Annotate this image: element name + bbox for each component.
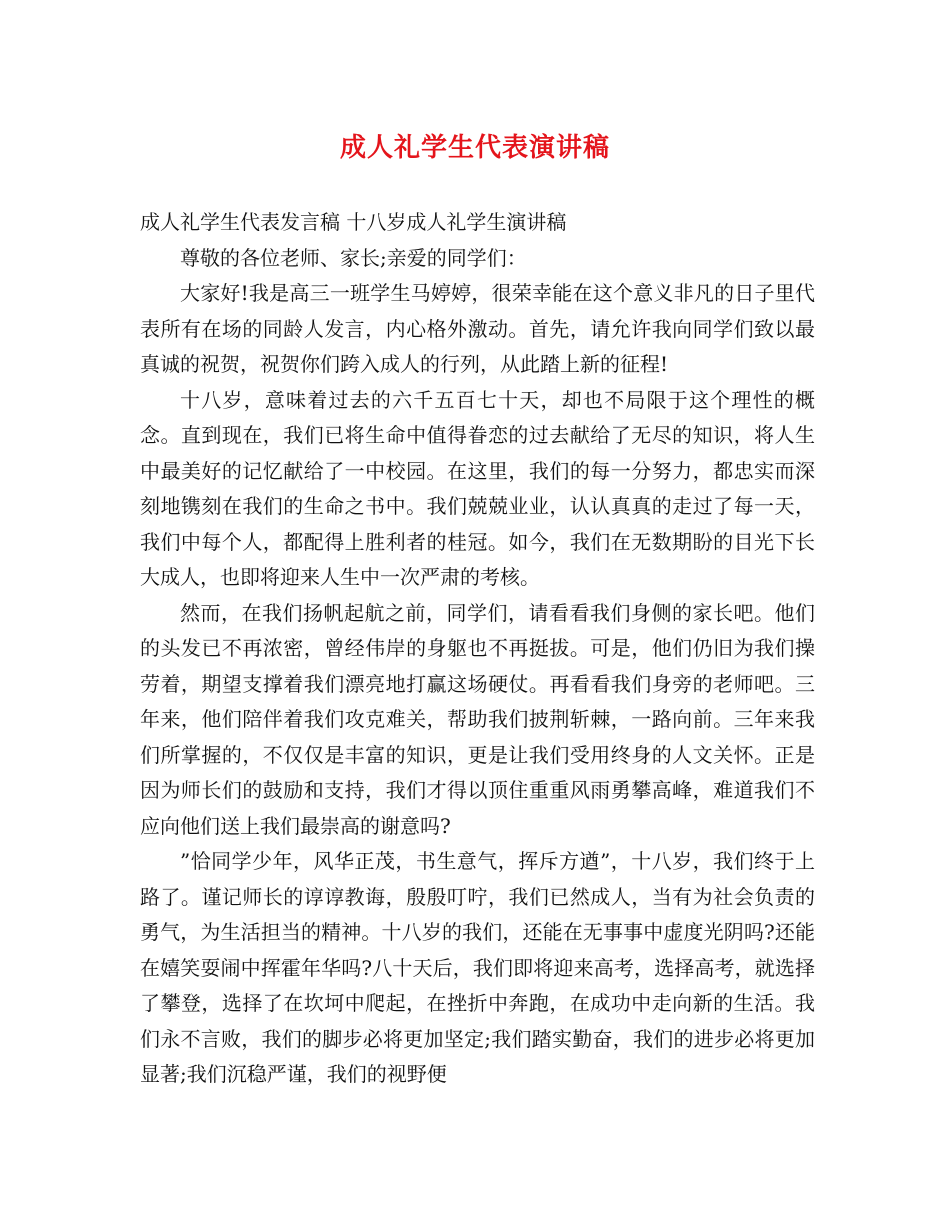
document-body <box>140 205 815 1093</box>
body-paragraph: 然而，在我们扬帆起航之前，同学们，请看看我们身侧的家长吧。他们的头发已不再浓密，曾经伟岸的身躯也不再挺拔。可是，他们仍旧为我们操劳着，期望支撑着我们漂亮地打赢这场硬仗。再看看我们身旁的老师吧。三年来，他们陪伴着我们攻克难关，帮助我们披荆斩棘，一路向前。三年来我们所掌握的，不仅仅是丰富的知识，更是让我们受用终身的人文关怀。正是因为师长们的鼓励和支持，我们才得以顶住重重风雨勇攀高峰，难道我们不应向他们送上我们最崇高的谢意吗? <box>140 600 815 838</box>
document-title: 成人礼学生代表演讲稿 <box>339 133 610 163</box>
body-paragraph: 大家好!我是高三一班学生马婷婷，很荣幸能在这个意义非凡的日子里代表所有在场的同龄人发言，内心格外激动。首先，请允许我向同学们致以最真诚的祝贺，祝贺你们跨入成人的行列，从此踏上新的征程! <box>140 281 815 376</box>
subtitle-line: 成人礼学生代表发言稿 十八岁成人礼学生演讲稿 <box>140 210 567 234</box>
body-paragraph: 十八岁，意味着过去的六千五百七十天，却也不局限于这个理性的概念。直到现在，我们已将生命中值得眷恋的过去献给了无尽的知识，将人生中最美好的记忆献给了一中校园。在这里，我们的每一分努力，都忠实而深刻地镌刻在我们的生命之书中。我们兢兢业业，认认真真的走过了每一天，我们中每个人，都配得上胜利者的桂冠。如今，我们在无数期盼的目光下长大成人，也即将迎来人生中一次严肃的考核。 <box>140 387 815 589</box>
body-paragraph: ”恰同学少年，风华正茂，书生意气，挥斥方遒”，十八岁，我们终于上路了。谨记师长的谆谆教诲，殷殷叮咛，我们已然成人，当有为社会负责的勇气，为生活担当的精神。十八岁的我们，还能在无事事中虚度光阴吗?还能在嬉笑耍闹中挥霍年华吗?八十天后，我们即将迎来高考，选择高考，就选择了攀登，选择了在坎坷中爬起，在挫折中奔跑，在成功中走向新的生活。我们永不言败，我们的脚步必将更加坚定;我们踏实勤奋，我们的进步必将更加显著;我们沉稳严谨，我们的视野便 <box>140 849 815 1086</box>
salutation-paragraph: 尊敬的各位老师、家长;亲爱的同学们： <box>180 245 527 270</box>
